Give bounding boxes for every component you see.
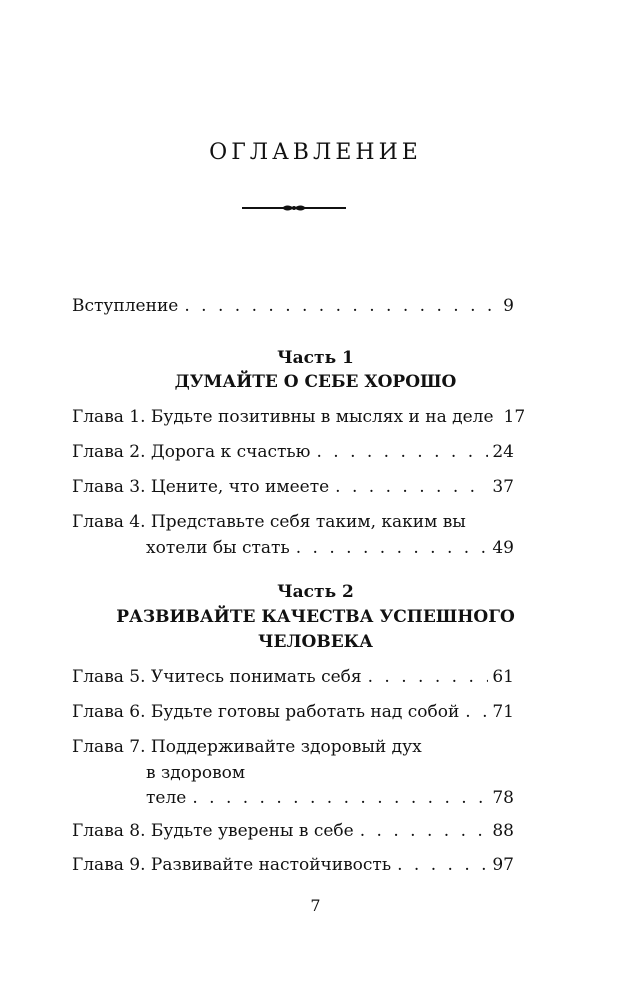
entry-page: 78 [492,788,514,808]
dot-leader [465,700,488,724]
dot-leader [296,536,489,560]
dot-leader [192,786,488,810]
entry-page: 37 [492,477,514,497]
entry-page: 88 [492,821,514,841]
entry-label: хотели бы стать [146,538,290,558]
toc-entry-chapter-8[interactable] [72,819,514,843]
toc-entry-intro[interactable] [72,294,514,318]
toc-entry-chapter-7[interactable] [146,786,514,810]
toc-entry-chapter-5[interactable] [72,665,514,689]
chapter-7-label-line-2[interactable]: в здоровом [146,763,246,783]
dot-leader [184,294,499,318]
entry-label: Глава 6. Будьте готовы работать над собой [72,702,460,722]
dot-leader [316,440,488,464]
entry-label: Глава 2. Дорога к счастью [72,442,311,462]
toc-entry-chapter-6[interactable] [72,700,514,724]
entry-page: 17 [503,407,526,427]
page-number: 7 [310,896,321,915]
toc-entry-chapter-4[interactable] [146,536,514,560]
entry-page: 71 [492,702,514,722]
entry-label: Глава 1. Будьте позитивны в мыслях и на деле [72,407,494,427]
part-2-title-line-1: РАЗВИВАЙТЕ КАЧЕСТВА УСПЕШНОГО [116,607,515,627]
entry-page: 97 [492,855,514,875]
entry-page: 49 [492,538,514,558]
part-2-title-line-2: ЧЕЛОВЕКА [258,632,373,652]
entry-label: Вступление [72,296,179,316]
chapter-7-label-line-1[interactable]: Глава 7. Поддерживайте здоровый дух [72,737,422,757]
part-1-title: ДУМАЙТЕ О СЕБЕ ХОРОШО [174,372,457,392]
dot-leader [360,819,489,843]
entry-label: теле [146,788,187,808]
toc-entry-chapter-3[interactable] [72,475,514,499]
toc-entry-chapter-9[interactable] [72,853,514,877]
entry-page: 9 [503,296,514,316]
entry-page: 24 [492,442,514,462]
toc-entry-chapter-1[interactable] [72,405,526,429]
entry-label: Глава 8. Будьте уверены в себе [72,821,354,841]
dot-leader [368,665,489,689]
toc-entry-chapter-2[interactable] [72,440,514,464]
toc-title: ОГЛАВЛЕНИЕ [209,140,422,165]
entry-label: Глава 9. Развивайте настойчивость [72,855,392,875]
entry-page: 61 [492,667,514,687]
part-1-heading: Часть 1 [277,348,354,368]
dot-leader [335,475,488,499]
part-2-heading: Часть 2 [277,582,354,602]
chapter-4-label-line-1[interactable]: Глава 4. Представьте себя таким, каким вы [72,512,466,532]
entry-label: Глава 3. Цените, что имеете [72,477,330,497]
ornament-divider [240,200,348,216]
entry-label: Глава 5. Учитесь понимать себя [72,667,362,687]
dot-leader [397,853,488,877]
